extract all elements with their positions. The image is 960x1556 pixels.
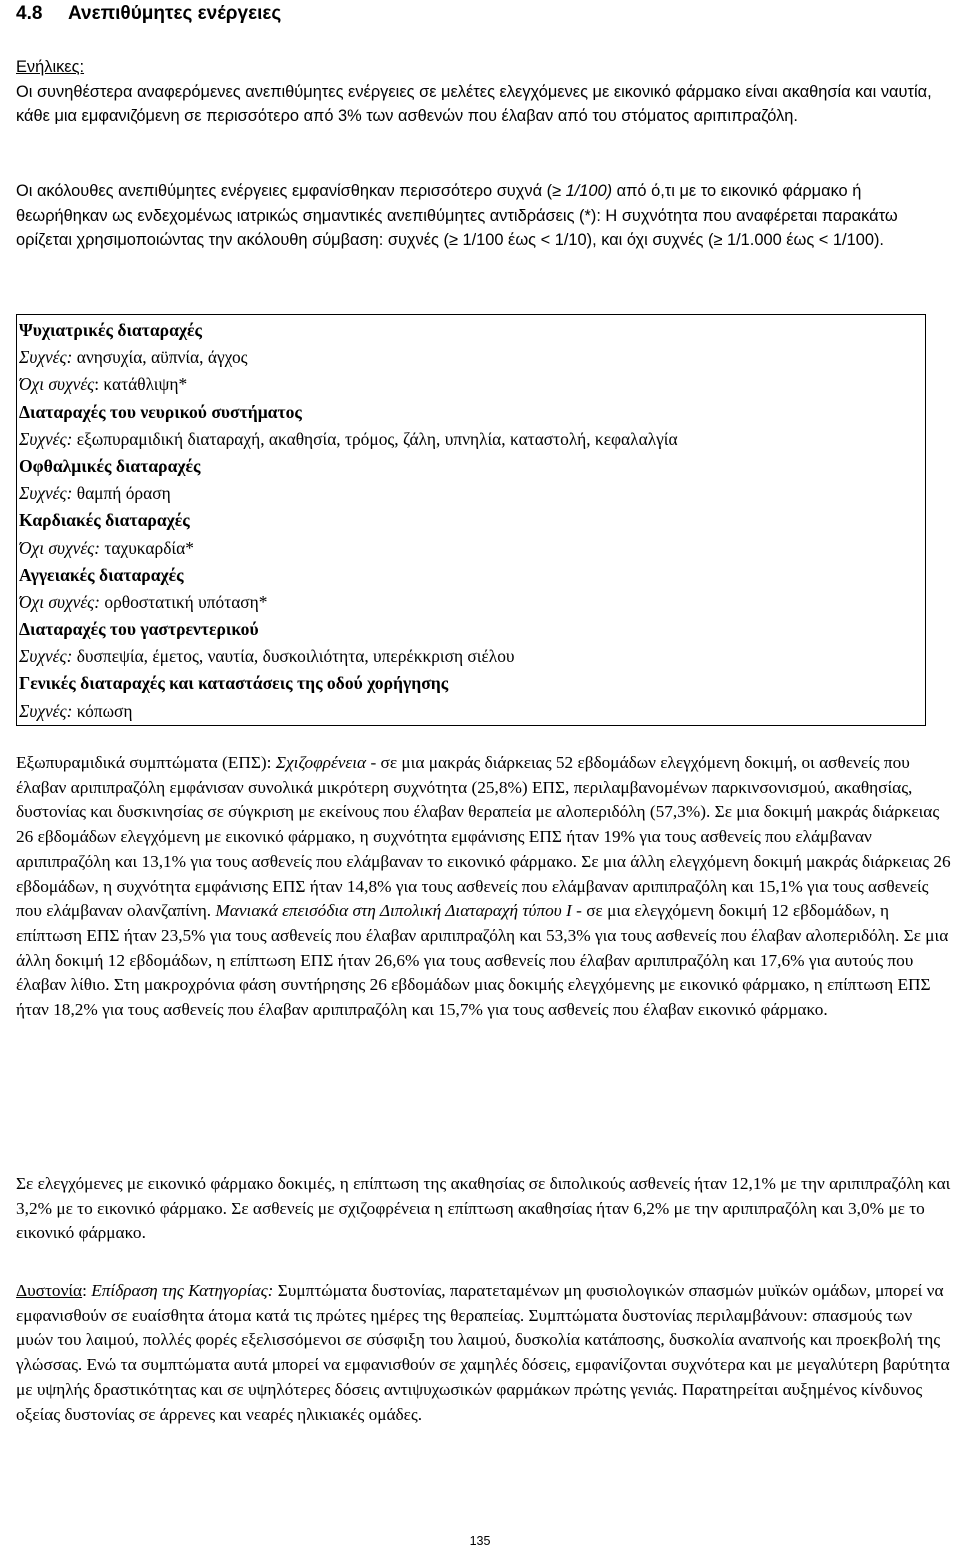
class-effect-label: Επίδραση της Κατηγορίας: (91, 1281, 274, 1300)
soc-category: Αγγειακές διαταραχές (19, 564, 184, 585)
frequency-label: Συχνές: (19, 483, 73, 504)
para2-freq: ≥ 1/100) (552, 182, 613, 200)
eps-text-b: - σε μια ελεγχόμενη δοκιμή 12 εβδομάδων, η επίπτωση ΕΠΣ ήταν 23,5% για τους ασθενείς που έλαβαν αριπιπραζόλη και 53,3% για τους ασθενείς που έλαβαν αλοπεριδόλη. Σε μια άλλη δοκιμή 12 εβδομάδων, η επίπτωση ΕΠΣ ήταν 26,6% για τους ασθενείς που έλαβαν αριπιπραζόλη και 17,6% για αυτούς που έλαβαν λίθιο. Στη μακροχρόνια φάση συντήρησης 26 εβδομάδων μιας δοκιμής ελεγχόμενης με εικονικό φάρμακο, η επίπτωση ΕΠΣ ήταν 18,2% για τους ασθενείς που έλαβαν αριπιπραζόλη και 15,7% για τους ασθενείς που έλαβαν εικονικό φάρμακο. (16, 901, 949, 1020)
reaction-entry (19, 537, 923, 564)
manic-episodes-label: Μανιακά επεισόδια στη Διπολική Διαταραχή τύπου Ι (215, 901, 572, 921)
frequency-paragraph (16, 179, 946, 253)
page-number: 135 (469, 1534, 491, 1548)
reaction-text: δυσπεψία, έμετος, ναυτία, δυσκοιλιότητα, υπερέκκριση σιέλου (72, 646, 515, 667)
reaction-entry (19, 346, 923, 373)
reaction-entry (19, 645, 923, 672)
eps-label: Εξωπυραμιδικά συμπτώματα (ΕΠΣ): (16, 753, 276, 772)
dystonia-paragraph (16, 1279, 951, 1427)
soc-category: Καρδιακές διαταραχές (19, 510, 190, 531)
akathisia-paragraph: Σε ελεγχόμενες με εικονικό φάρμακο δοκιμές, η επίπτωση της ακαθησίας σε διπολικούς ασθενείς ήταν 12,1% με την αριπιπραζόλη και 3,2% με το εικονικό φάρμακο. Σε ασθενείς με σχιζοφρένεια η επίπτωση ακαθησίας ήταν 6,2% με την αριπιπραζόλη και 3,0% με το εικονικό φάρμακο. (16, 1174, 951, 1243)
frequency-label: Συχνές: (19, 428, 73, 449)
intro-paragraph (16, 55, 946, 129)
eps-text-a: - σε μια μακράς διάρκειας 52 εβδομάδων ελεγχόμενη δοκιμή, οι ασθενείς που έλαβαν αριπιπραζόλη εμφάνισαν συνολικά μικρότερη συχνότητα (25,8%) ΕΠΣ, περιλαμβανομένων παρκινσονισμού, ακαθησίας, δυστονίας και δυσκινησίας σε σύγκριση με εκείνους που έλαβαν θεραπεία με αλοπεριδόλη (57,3%). Σε μια δοκιμή μακράς διάρκειας 26 εβδομάδων ελεγχόμενη με εικονικό φάρμακο, η συχνότητα εμφάνισης ΕΠΣ ήταν 19% για τους ασθενείς που ελάμβαναν αριπιπραζόλη και 13,1% για τους ασθενείς που ελάμβαναν το εικονικό φάρμακο. Σε μια άλλη ελεγχόμενη δοκιμή μακράς διάρκειας 26 εβδομάδων, η συχνότητα εμφάνισης ΕΠΣ ήταν 14,8% για τους ασθενείς που ελάμβαναν αριπιπραζόλη και 15,1% για τους ασθενείς που ελάμβαναν ολανζαπίνη. (16, 753, 951, 921)
reaction-text: κόπωση (72, 700, 133, 721)
section-heading (16, 3, 281, 25)
soc-category: Γενικές διαταραχές και καταστάσεις της οδού χορήγησης (19, 673, 449, 694)
para2-after: από ό,τι με το εικονικό φάρμακο ή θεωρήθηκαν ως ενδεχομένως ιατρικώς σημαντικές ανεπιθύμητες αντιδράσεις (*): Η συχνότητα που αναφέρεται παρακάτω ορίζεται χρησιμοποιώντας την ακόλουθη σύμβαση: συχνές (≥ 1/100 έως < 1/10), και όχι συχνές (≥ 1/1.000 έως < 1/100). (16, 182, 898, 250)
reaction-text: θαμπή όραση (72, 483, 171, 504)
eps-paragraph (16, 751, 951, 1023)
reaction-text: εξωπυραμιδική διαταραχή, ακαθησία, τρόμος, ζάλη, υπνηλία, καταστολή, κεφαλαλγία (72, 428, 678, 449)
frequency-label: Συχνές: (19, 347, 73, 368)
adverse-reactions-table (16, 314, 926, 726)
soc-category: Διαταραχές του γαστρεντερικού (19, 619, 259, 640)
reaction-text: : κατάθλιψη* (94, 374, 188, 395)
reaction-entry (19, 700, 923, 727)
frequency-label: Όχι συχνές: (19, 591, 101, 612)
schizophrenia-label: Σχιζοφρένεια (275, 753, 367, 772)
adults-label: Ενήλικες: (16, 58, 85, 76)
section-title: Ανεπιθύμητες ενέργειες (68, 3, 282, 24)
frequency-label: Συχνές: (19, 646, 73, 667)
soc-category: Διαταραχές του νευρικού συστήματος (19, 401, 302, 422)
reaction-entry (19, 591, 923, 618)
soc-category: Ψυχιατρικές διαταραχές (19, 320, 202, 340)
para2-before: Οι ακόλουθες ανεπιθύμητες ενέργειες εμφανίσθηκαν περισσότερο συχνά ( (16, 182, 553, 200)
reaction-text: ανησυχία, αϋπνία, άγχος (72, 347, 248, 368)
intro-text: Οι συνηθέστερα αναφερόμενες ανεπιθύμητες ενέργειες σε μελέτες ελεγχόμενες με εικονικό φάρμακο είναι ακαθησία και ναυτία, κάθε μια εμφανιζόμενη σε περισσότερο από 3% των ασθενών που έλαβαν από του στόματος αριπιπραζόλη. (16, 82, 932, 126)
reaction-text: ταχυκαρδία* (100, 537, 194, 558)
reaction-entry (19, 482, 923, 509)
frequency-label: Όχι συχνές: (19, 537, 101, 558)
dystonia-sep: : (82, 1281, 92, 1300)
reaction-entry (19, 373, 923, 400)
reaction-text: ορθοστατική υπόταση* (100, 591, 268, 612)
soc-category: Οφθαλμικές διαταραχές (19, 455, 201, 476)
frequency-label: Συχνές: (19, 700, 73, 721)
reaction-entry (19, 428, 923, 455)
dystonia-label: Δυστονία (16, 1281, 83, 1300)
section-number: 4.8 (16, 3, 43, 24)
frequency-label: Όχι συχνές (19, 374, 95, 395)
dystonia-text: Συμπτώματα δυστονίας, παρατεταμένων μη φυσιολογικών σπασμών μυϊκών ομάδων, μπορεί να εμφανισθούν σε ευαίσθητα άτομα κατά τις πρώτες ημέρες της θεραπείας. Συμπτώματα δυστονίας περιλαμβάνουν: σπασμούς των μυών του λαιμού, πολλές φορές εξελισσόμενοι σε σύσφιξη του λαιμού, δυσκολία κατάποσης, δυσκολία αναπνοής και προεκβολή της γλώσσας. Ενώ τα συμπτώματα αυτά μπορεί να εμφανισθούν σε χαμηλές δόσεις, εμφανίζονται συχνότερα και με μεγαλύτερη βαρύτητα με υψηλής δραστικότητας και σε υψηλότερες δόσεις αντιψυχωσικών φαρμάκων πρώτης γενιάς. Παρατηρείται αυξημένος κίνδυνος οξείας δυστονίας σε άρρενες και νεαρές ηλικιακές ομάδες. (16, 1281, 950, 1424)
